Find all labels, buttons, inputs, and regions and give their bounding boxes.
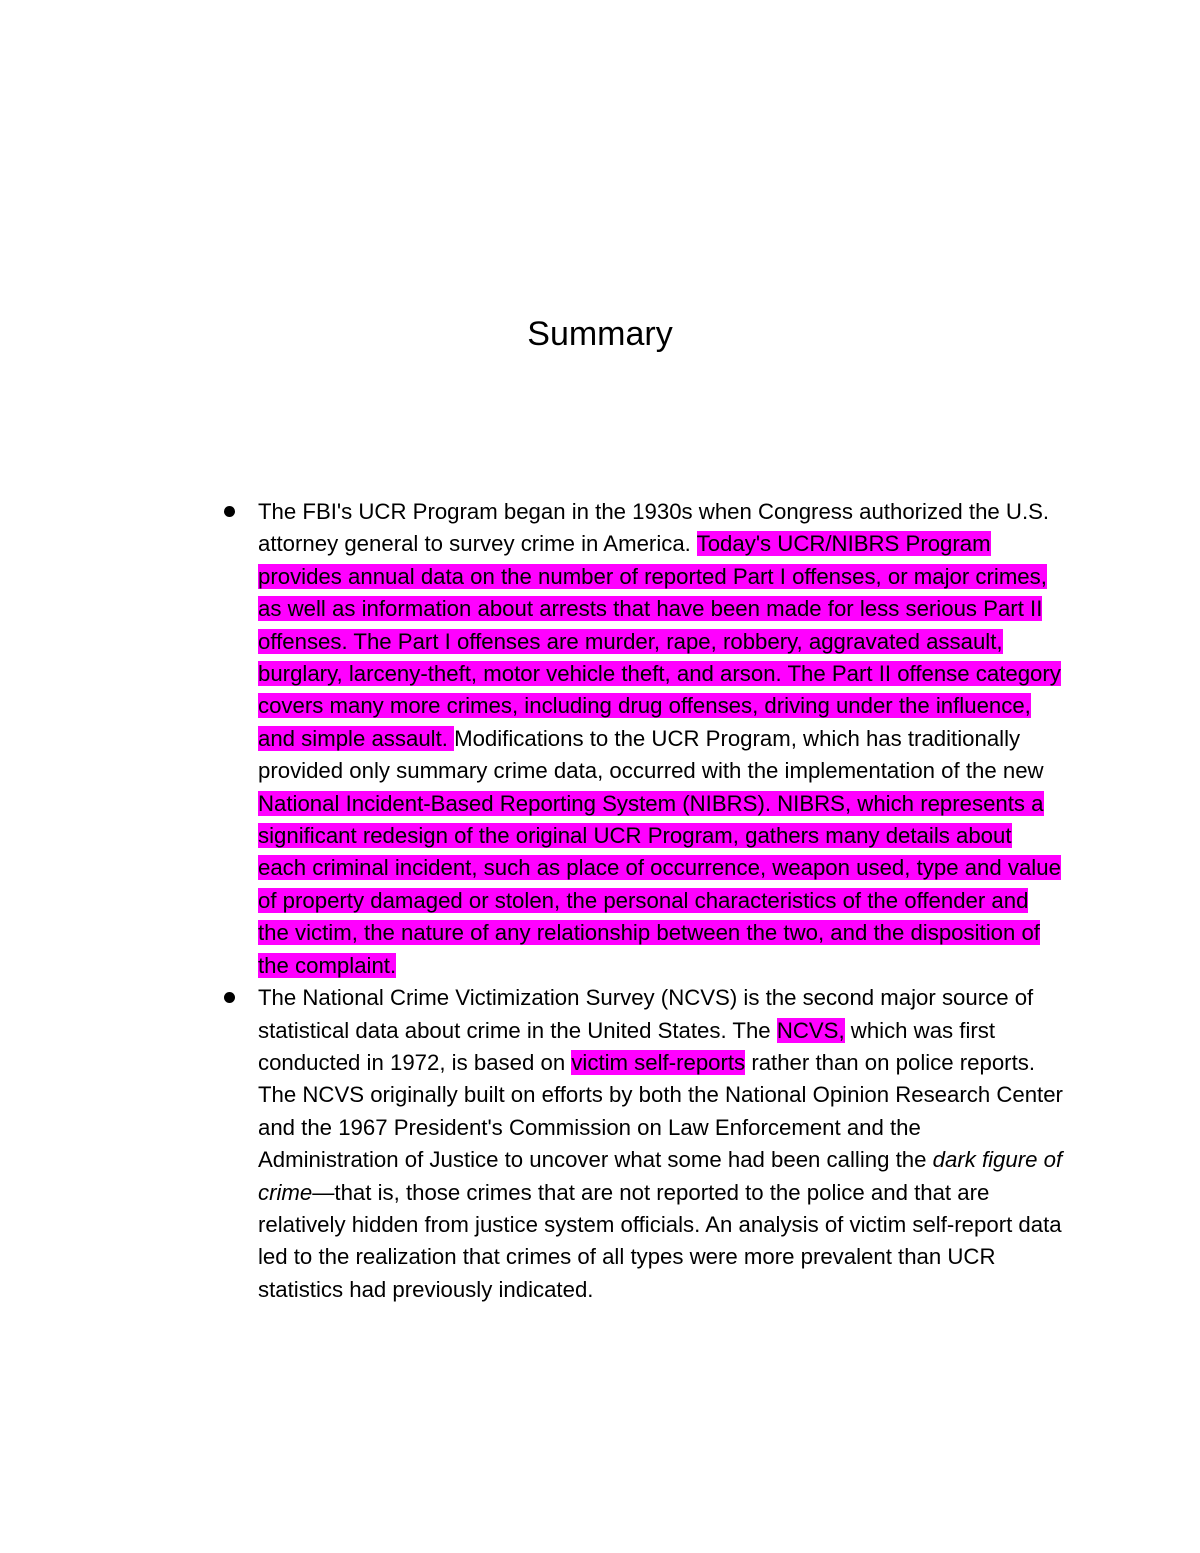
highlighted-text: Today's UCR/NIBRS Program provides annual data on the number of reported Part I offenses, or major crimes, as well as information about arrests that have been made for less serious Part II offenses. The Part I offenses are murder, rape, robbery, aggravated assault, burglary, larceny-theft, motor vehicle theft, and arson. The Part II offense category covers many more crimes, including drug offenses, driving under the influence, and simple assault.	[258, 531, 1061, 751]
text-segment: —that is, those crimes that are not reported to the police and that are relatively hidden from justice system officials. An analysis of victim self-report data led to the realization that crimes of all types were more prevalent than UCR statistics had previously indicated.	[258, 1179, 1062, 1302]
text-segment: Modifications to the UCR Program, which has traditionally provided only summary crime data, occurred with the implementation of the new	[258, 725, 1044, 784]
summary-bullet-list	[258, 496, 1063, 1306]
highlighted-text: victim self-reports	[571, 1049, 746, 1075]
bullet-dot-icon	[224, 992, 235, 1003]
highlighted-text: NCVS,	[776, 1017, 845, 1043]
italic-term: dark figure of crime	[258, 1147, 1063, 1205]
text-segment: The National Crime Victimization Survey (NCVS) is the second major source of statistical data about crime in the United States. The	[258, 985, 1034, 1043]
page-title: Summary	[527, 315, 673, 353]
text-segment: which was first conducted in 1972, is based on	[258, 1017, 996, 1075]
text-segment: rather than on police reports. The NCVS originally built on efforts by both the National Opinion Research Center and the 1967 President's Commission on Law Enforcement and the Administration of Justice to uncover what some had been calling the	[258, 1049, 1063, 1173]
highlighted-text: National Incident-Based Reporting System (NIBRS). NIBRS, which represents a significant redesign of the original UCR Program, gathers many details about each criminal incident, such as place of occurrence, weapon used, type and value of property damaged or stolen, the personal characteristics of the offender and the victim, the nature of any relationship between the two, and the disposition of the complaint.	[258, 790, 1061, 978]
bullet-dot-icon	[224, 506, 235, 517]
bullet-item-ncvs	[258, 982, 1063, 1306]
bullet-item-ucr	[258, 496, 1063, 982]
text-segment: The FBI's UCR Program began in the 1930s when Congress authorized the U.S. attorney general to survey crime in America.	[258, 499, 1050, 557]
